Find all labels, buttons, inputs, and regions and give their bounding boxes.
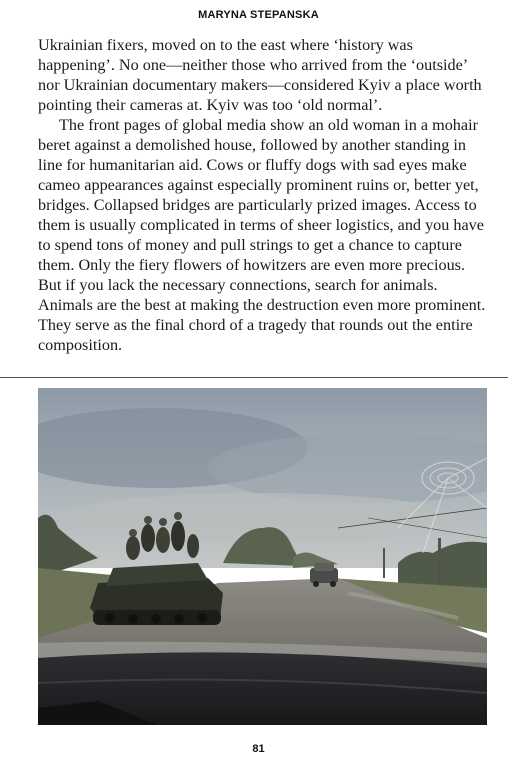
photograph-armored-vehicle-on-road bbox=[38, 388, 487, 725]
body-text bbox=[38, 35, 490, 355]
paragraph-1: Ukrainian fixers, moved on to the east where ‘history was happening’. No one—neither those who arrived from the ‘outside’ nor Ukrainian documentary makers—considered Kyiv a place worth pointing their cameras at. Kyiv was too ‘old normal’. bbox=[38, 36, 482, 114]
page-number: 81 bbox=[252, 743, 265, 755]
paragraph-2: The front pages of global media show an old woman in a mohair beret against a demolished house, followed by another standing in line for humanitarian aid. Cows or fluffy dogs with sad eyes make cameo appearances against especially prominent ruins or, better yet, bridges. Collapsed bridges are particularly prized images. Access to them is usually complicated in terms of sheer logistics, and you have to spend tons of money and pull strings to get a chance to capture them. Only the fiery flowers of howitzers are even more precious. But if you lack the necessary connections, search for animals. Animals are the best at making the destruction even more prominent. They serve as the final chord of a tragedy that rounds out the entire composition. bbox=[38, 116, 486, 354]
running-head-author: MARYNA STEPANSKA bbox=[198, 9, 319, 21]
horizontal-rule bbox=[0, 377, 508, 378]
photo-illustration bbox=[38, 388, 487, 725]
